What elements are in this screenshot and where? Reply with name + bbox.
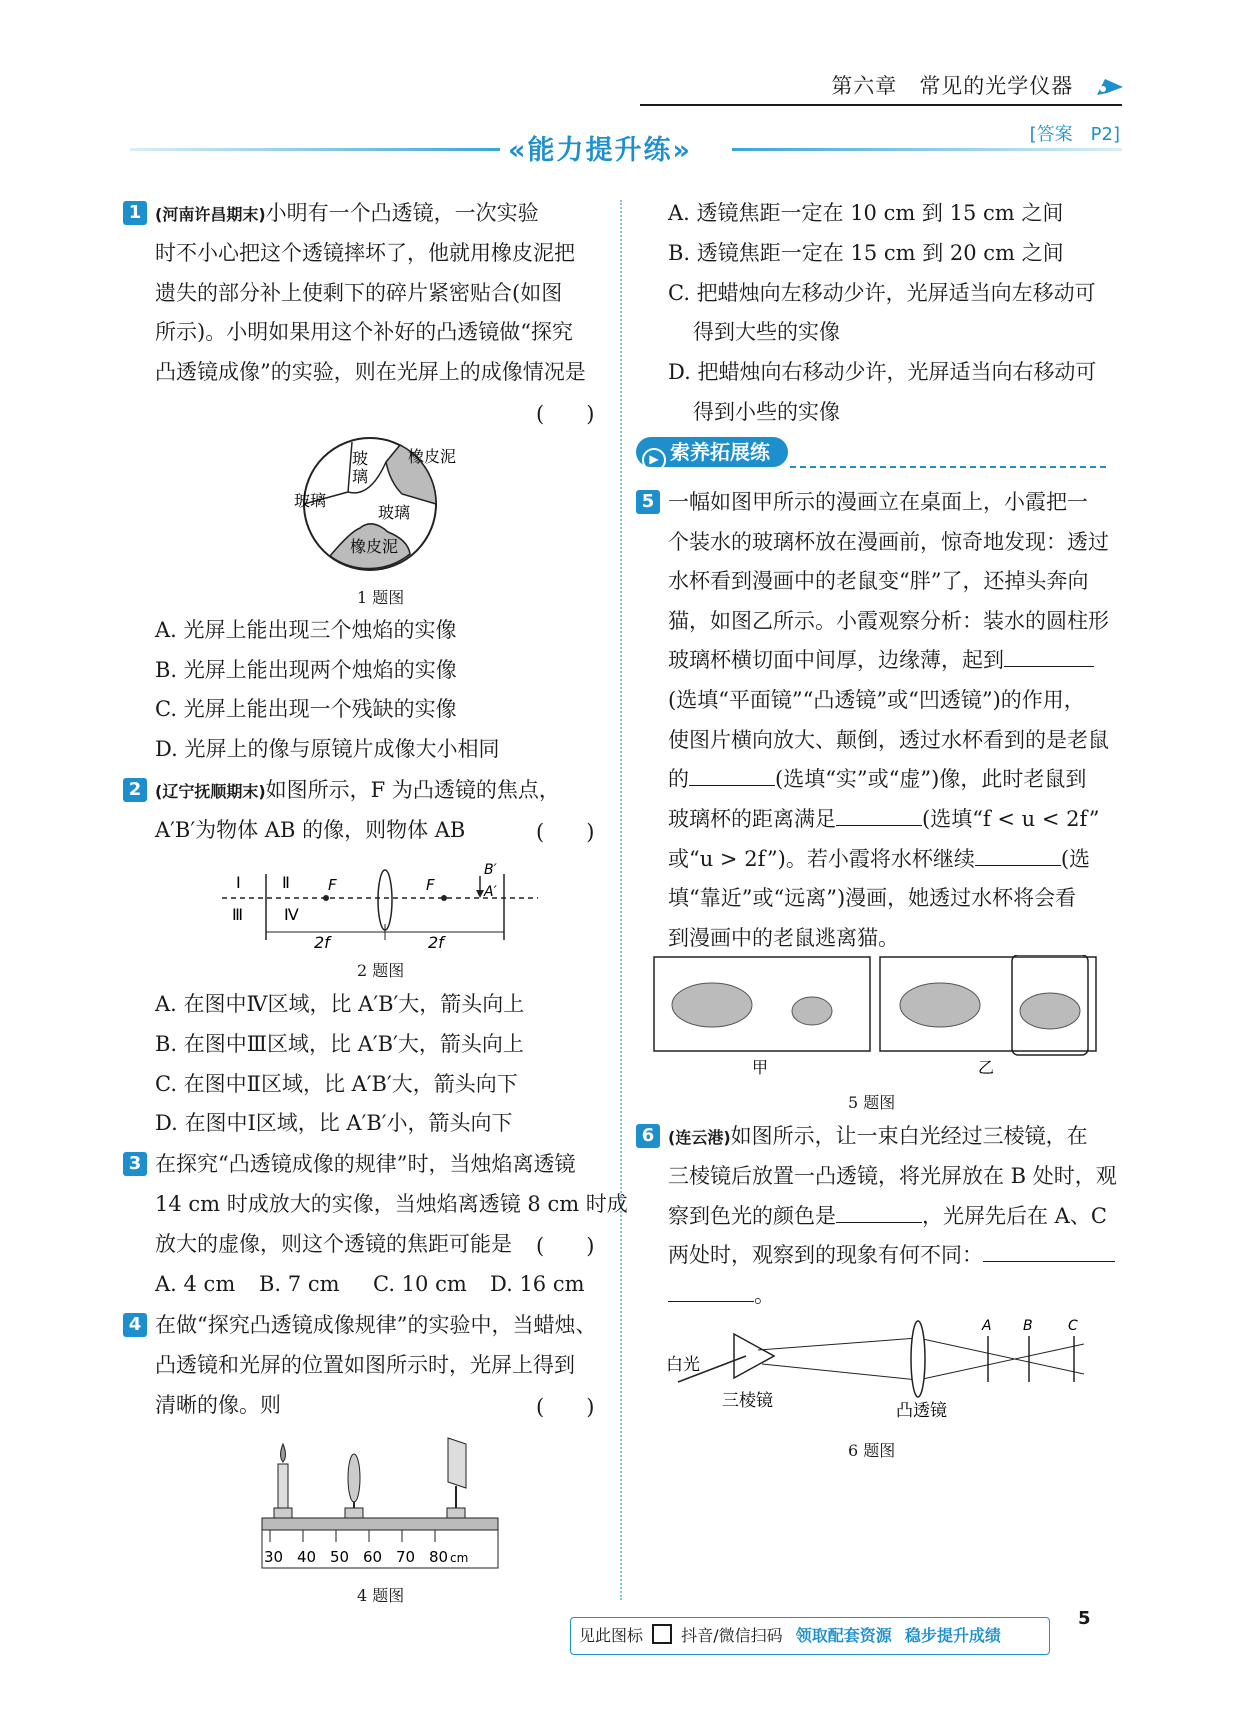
q6-blank-1[interactable] — [836, 1202, 922, 1223]
ruler-unit: cm — [450, 1551, 469, 1565]
q2-option-d: D. 在图中Ⅰ区域，比 A′B′小，箭头向下 — [155, 1111, 513, 1135]
q1-label-clay-top: 橡皮泥 — [408, 447, 457, 466]
q6-line-3: 察到色光的颜色是 ，光屏先后在 A、C — [668, 1204, 1107, 1228]
q2-focus-right: F — [426, 876, 435, 894]
q1-label-glass-top-1: 玻 — [352, 449, 369, 468]
q3-option-a: A. 4 cm — [155, 1272, 236, 1296]
q2-line-1: (辽宁抚顺期末)如图所示，F 为凸透镜的焦点， — [155, 778, 560, 802]
q4-option-b: B. 透镜焦距一定在 15 cm 到 20 cm 之间 — [668, 241, 1064, 265]
ruler-tick-50: 50 — [330, 1548, 350, 1566]
q3-line-3: 放大的虚像，则这个透镜的焦距可能是 — [155, 1232, 512, 1256]
q3-line-2: 14 cm 时成放大的实像，当烛焰离透镜 8 cm 时成 — [155, 1192, 628, 1216]
q2-region-2: Ⅱ — [282, 873, 290, 892]
q1-label-glass-top-2: 璃 — [352, 467, 369, 486]
answer-reference: [答案 P2] — [1029, 124, 1120, 145]
q1-line-2: 时不小心把这个透镜摔坏了，他就用橡皮泥把 — [155, 241, 575, 265]
question-number: 5 — [636, 490, 660, 514]
q5-line-12: 到漫画中的老鼠逃离猫。 — [668, 926, 899, 950]
q5-line-5: 玻璃杯横切面中间厚，边缘薄，起到 — [668, 646, 1094, 674]
q2-option-c: C. 在图中Ⅱ区域，比 A′B′大，箭头向下 — [155, 1072, 518, 1096]
mouse-cartoon-a — [792, 997, 832, 1025]
q3-option-d: D. 16 cm — [490, 1272, 585, 1296]
q5-line-1: 一幅如图甲所示的漫画立在桌面上，小霞把一 — [668, 490, 1088, 514]
q3-line-1: 在探究“凸透镜成像的规律”时，当烛焰离透镜 — [155, 1152, 576, 1176]
q1-option-d: D. 光屏上的像与原镜片成像大小相同 — [155, 737, 500, 761]
q5-figure — [652, 955, 1102, 1075]
q2-image-top: B′ — [484, 862, 497, 878]
badge-dashed-rule — [790, 466, 1106, 468]
q6-label-white-light: 白光 — [666, 1355, 700, 1375]
q5-label-a: 甲 — [752, 1058, 769, 1075]
q2-dist-left: 2f — [314, 933, 330, 952]
q2-dist-right: 2f — [428, 933, 444, 952]
q2-focus-left: F — [328, 876, 337, 894]
page-header — [809, 70, 1127, 100]
q4-option-d: D. 把蜡烛向右移动少许，光屏适当向右移动可 — [668, 360, 1097, 384]
q6-line-1: (连云港)如图所示，让一束白光经过三棱镜，在 — [668, 1124, 1088, 1148]
q5-line-4: 猫，如图乙所示。小霞观察分析：装水的圆柱形 — [668, 609, 1109, 633]
q6-line-2: 三棱镜后放置一凸透镜，将光屏放在 B 处时，观 — [668, 1164, 1117, 1188]
question-number: 2 — [123, 778, 147, 802]
arrow-circle-icon: ▶ — [642, 448, 666, 472]
chapter-title: 常见的光学仪器 — [919, 74, 1074, 98]
q4-line-2: 凸透镜和光屏的位置如图所示时，光屏上得到 — [155, 1353, 575, 1377]
q4-line-1: 在做“探究凸透镜成像规律”的实验中，当蜡烛、 — [155, 1313, 597, 1337]
q1-answer-paren: ( ) — [536, 402, 595, 426]
q1-option-c: C. 光屏上能出现一个残缺的实像 — [155, 697, 457, 721]
q2-region-4: Ⅳ — [284, 905, 299, 924]
q2-answer-paren: ( ) — [536, 820, 595, 844]
q1-line-3: 遗失的部分补上使剩下的碎片紧密贴合(如图 — [155, 281, 563, 305]
q6-label-b: B — [1023, 1318, 1033, 1334]
q5-line-9: 玻璃杯的距离满足 (选填“f < u < 2f” — [668, 807, 1100, 831]
section-title: «能力提升练» — [508, 135, 692, 166]
q4-line-3: 清晰的像。则 — [155, 1393, 281, 1417]
q6-figure — [666, 1312, 1096, 1422]
q4-option-c-cont: 得到大些的实像 — [693, 320, 840, 344]
q6-label-c: C — [1068, 1318, 1078, 1334]
q6-blank-2[interactable] — [983, 1241, 1115, 1262]
page-number: 5 — [1078, 1608, 1091, 1629]
q4-caption: 4 题图 — [357, 1586, 405, 1605]
q6-line-5: 。 — [668, 1281, 775, 1309]
q5-label-b: 乙 — [978, 1058, 995, 1075]
q5-line-10: 或“u > 2f”)。若小霞将水杯继续 (选 — [668, 847, 1091, 871]
q6-label-a: A — [982, 1318, 992, 1334]
q5-blank-4[interactable] — [975, 845, 1061, 866]
q5-blank-1[interactable] — [1004, 646, 1094, 667]
section-rule-right — [732, 148, 1122, 151]
cat-cartoon-a — [672, 983, 752, 1027]
header-rule — [640, 104, 1122, 106]
scan-icon — [652, 1624, 672, 1644]
q2-option-a: A. 在图中Ⅳ区域，比 A′B′大，箭头向上 — [155, 992, 525, 1016]
q1-option-a: A. 光屏上能出现三个烛焰的实像 — [155, 618, 457, 642]
q1-label-glass-left: 玻璃 — [294, 491, 327, 510]
q5-caption: 5 题图 — [848, 1093, 896, 1112]
q5-line-7: 使图片横向放大、颠倒，透过水杯看到的是老鼠 — [668, 728, 1109, 752]
q6-blank-3[interactable] — [668, 1281, 754, 1302]
question-number: 6 — [636, 1124, 660, 1148]
pen-icon — [1093, 75, 1127, 99]
q4-option-a: A. 透镜焦距一定在 10 cm 到 15 cm 之间 — [668, 201, 1064, 225]
q2-option-b: B. 在图中Ⅲ区域，比 A′B′大，箭头向上 — [155, 1032, 524, 1056]
q4-option-d-cont: 得到小些的实像 — [693, 400, 840, 424]
cat-cartoon-b — [900, 983, 980, 1027]
q4-answer-paren: ( ) — [536, 1395, 595, 1419]
q2-figure — [222, 854, 542, 954]
q4-option-c: C. 把蜡烛向左移动少许，光屏适当向左移动可 — [668, 281, 1096, 305]
ruler-tick-60: 60 — [363, 1548, 383, 1566]
q1-label-glass-right: 玻璃 — [378, 503, 411, 522]
q2-region-1: Ⅰ — [236, 873, 241, 892]
question-number: 3 — [123, 1152, 147, 1176]
q2-region-3: Ⅲ — [232, 905, 244, 924]
q3-option-b: B. 7 cm — [259, 1272, 340, 1296]
ruler-tick-40: 40 — [297, 1548, 317, 1566]
q2-caption: 2 题图 — [357, 961, 405, 980]
q5-blank-2[interactable] — [689, 765, 775, 786]
q5-line-8: 的 (选填“实”或“虚”)像，此时老鼠到 — [668, 767, 1087, 791]
q5-line-11: 填“靠近”或“远离”)漫画，她透过水杯将会看 — [668, 886, 1077, 910]
q2-image-bottom: A′ — [484, 884, 497, 900]
q1-line-4: 所示)。小明如果用这个补好的凸透镜做“探究 — [155, 320, 573, 344]
q6-caption: 6 题图 — [848, 1441, 896, 1460]
q1-line-5: 凸透镜成像”的实验，则在光屏上的成像情况是 — [155, 360, 586, 384]
footer-banner: 见此图标 抖音/微信扫码 领取配套资源 稳步提升成绩 — [570, 1617, 1050, 1655]
q4-figure — [260, 1430, 506, 1580]
q1-figure — [290, 432, 480, 582]
question-number: 4 — [123, 1313, 147, 1337]
ruler-tick-30: 30 — [264, 1548, 284, 1566]
ruler-tick-70: 70 — [396, 1548, 416, 1566]
question-number: 1 — [123, 201, 147, 225]
q5-line-3: 水杯看到漫画中的老鼠变“胖”了，还掉头奔向 — [668, 569, 1089, 593]
q2-line-2: A′B′为物体 AB 的像，则物体 AB — [155, 818, 466, 842]
column-divider — [620, 200, 622, 1600]
q1-label-clay-bottom: 橡皮泥 — [350, 537, 399, 556]
q6-label-lens: 凸透镜 — [896, 1401, 947, 1421]
q3-answer-paren: ( ) — [536, 1234, 595, 1258]
q6-line-4: 两处时，观察到的现象有何不同： — [668, 1241, 1115, 1269]
q6-label-prism: 三棱镜 — [722, 1391, 773, 1411]
section-badge: ▶ 索养拓展练 — [636, 437, 788, 467]
q5-line-2: 个装水的玻璃杯放在漫画前，惊奇地发现：透过 — [668, 530, 1109, 554]
q5-line-6: (选填“平面镜”“凸透镜”或“凹透镜”)的作用， — [668, 688, 1085, 712]
q5-blank-3[interactable] — [836, 805, 922, 826]
q3-option-c: C. 10 cm — [373, 1272, 467, 1296]
q1-line-1: (河南许昌期末)小明有一个凸透镜，一次实验 — [155, 201, 539, 225]
ruler-tick-80: 80 — [429, 1548, 449, 1566]
q1-option-b: B. 光屏上能出现两个烛焰的实像 — [155, 658, 457, 682]
section-rule-left — [130, 148, 500, 151]
q1-caption: 1 题图 — [357, 588, 405, 607]
mouse-cartoon-b — [1020, 993, 1080, 1029]
chapter-label: 第六章 — [831, 74, 898, 98]
